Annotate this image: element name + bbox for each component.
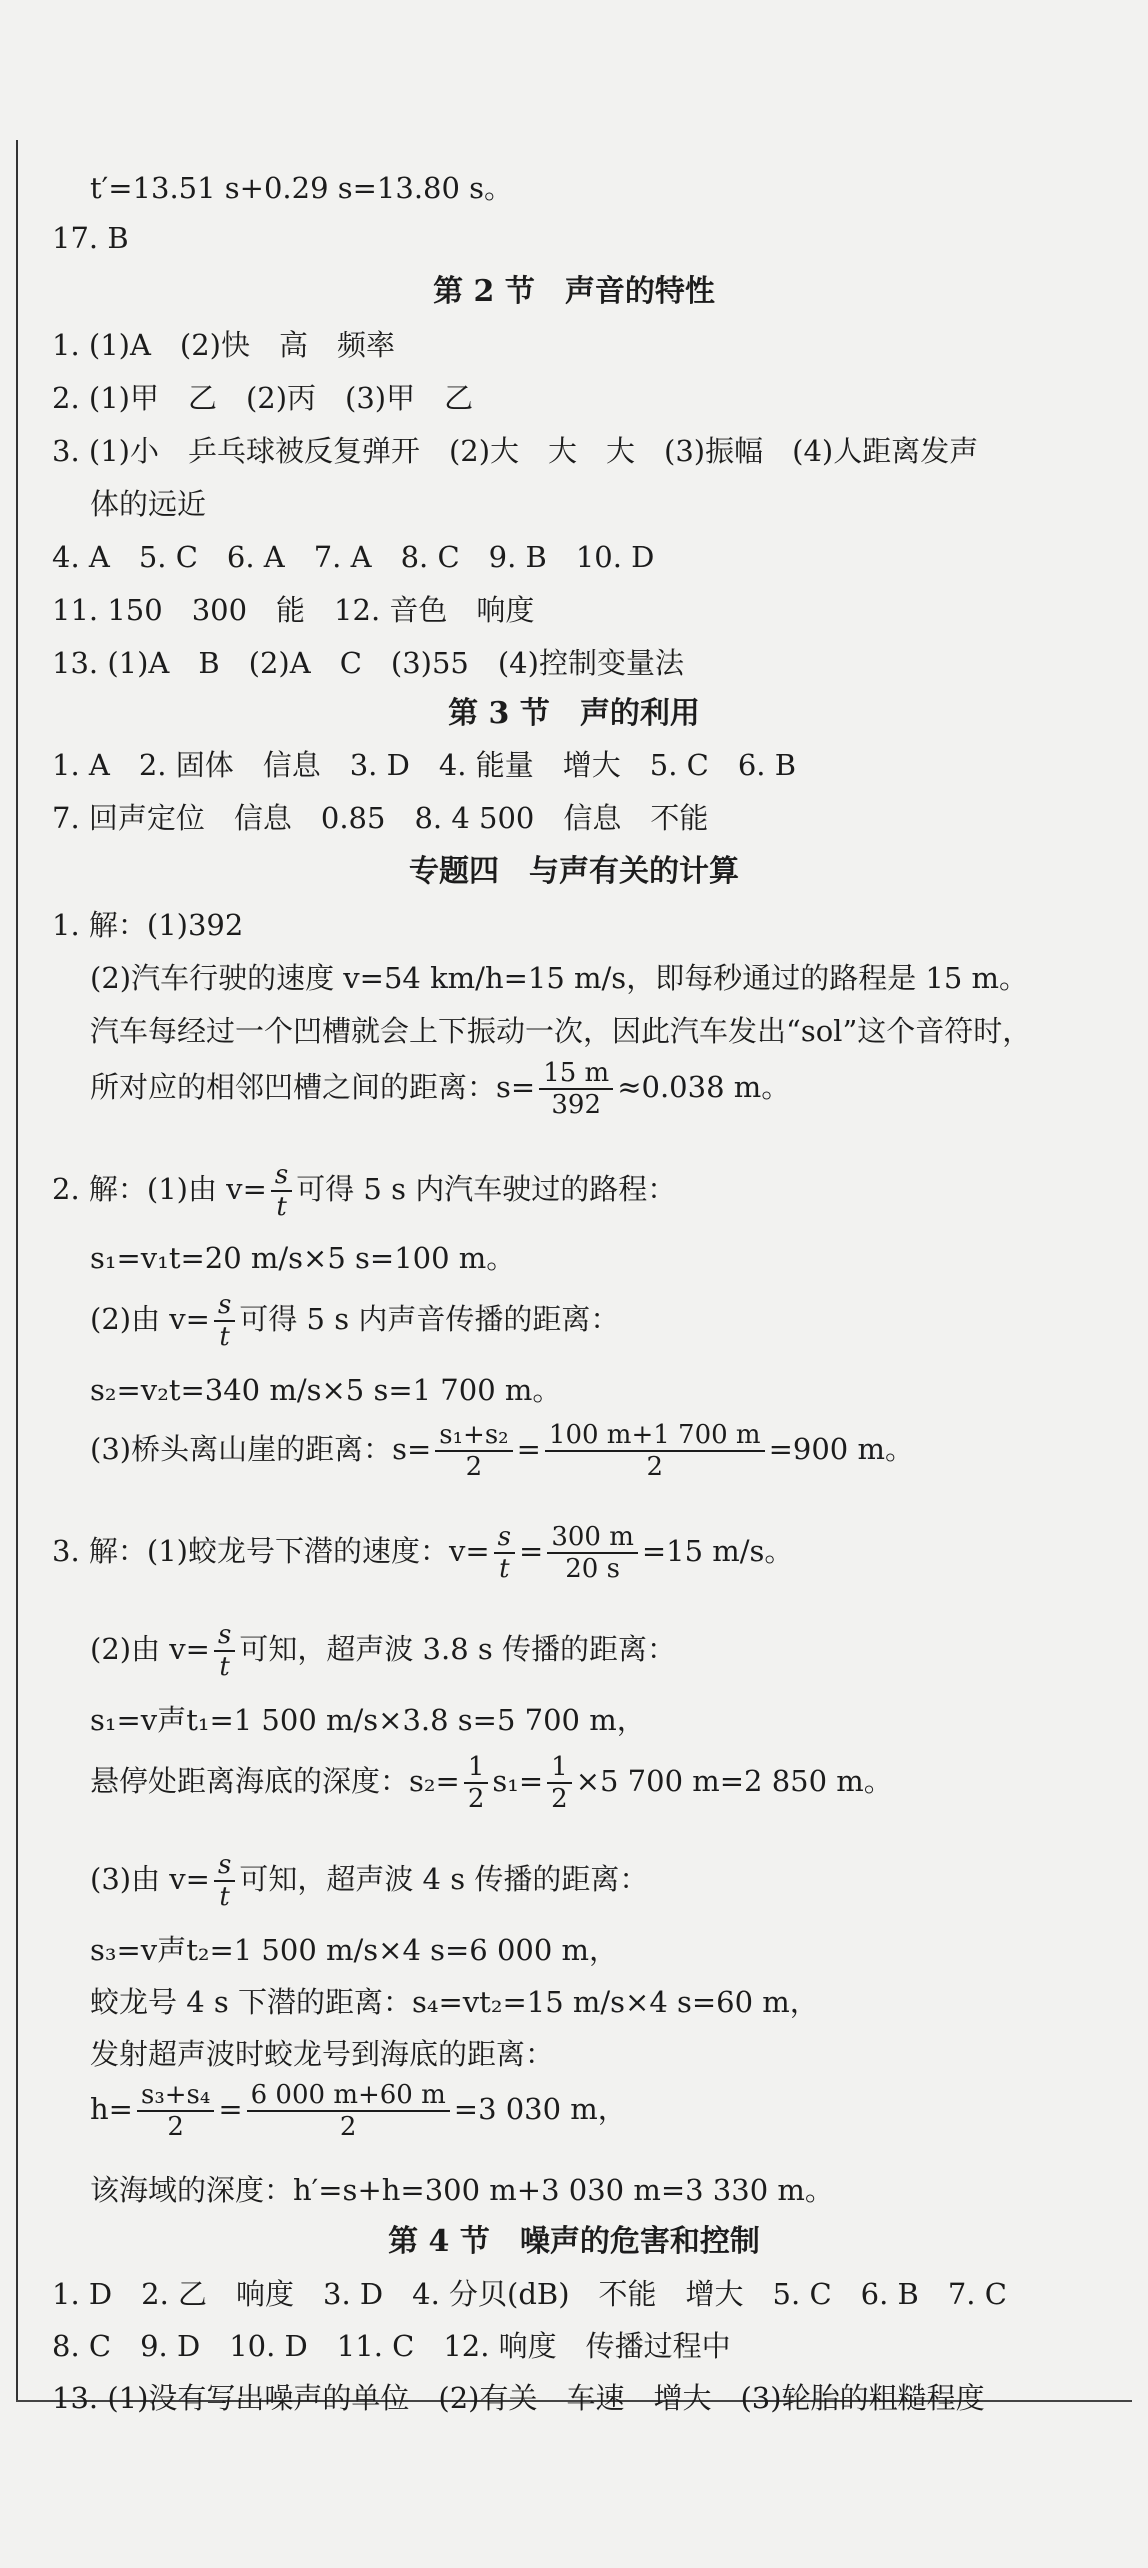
section-heading: 专题四 与声有关的计算 (409, 854, 739, 889)
answer-line: 11. 150 300 能 12. 音色 响度 (52, 593, 535, 627)
answer-line: 1. (1)A (2)快 高 频率 (52, 328, 395, 362)
answer-line: 2. (1)甲 乙 (2)丙 (3)甲 乙 (52, 381, 474, 415)
answer-line: s₂=v₂t=340 m/s×5 s=1 700 m。 (90, 1373, 562, 1407)
section-heading: 第 2 节 声音的特性 (433, 274, 715, 309)
formula-line: 悬停处距离海底的深度：s₂= $\frac{1}{2}$ s₁= $\frac{1}{2}$ ×5 700 m=2 850 m。 (90, 1752, 893, 1814)
answer-line: 3. (1)小 乒乓球被反复弹开 (2)大 大 大 (3)振幅 (4)人距离发声 (52, 434, 979, 468)
formula-line: (3)桥头离山崖的距离：s= $\frac{\text{s₁+s₂}}{2}$ = $\frac{100 m+1 700 m}{2}$ =900 m。 (90, 1420, 914, 1482)
answer-line: 13. (1)A B (2)A C (3)55 (4)控制变量法 (52, 646, 684, 680)
answer-line: 4. A 5. C 6. A 7. A 8. C 9. B 10. D (52, 540, 655, 574)
answer-line: s₃=v声t₂=1 500 m/s×4 s=6 000 m， (90, 1933, 619, 1967)
answer-line: 8. C 9. D 10. D 11. C 12. 响度 传播过程中 (52, 2329, 731, 2363)
fraction: $\frac{s}{t}$ (214, 1850, 235, 1912)
answer-line: 17. B (52, 221, 129, 255)
fraction: $\frac{s}{t}$ (271, 1160, 292, 1222)
formula-line: (2)由 v= $\frac{s}{t}$ 可知，超声波 3.8 s 传播的距离： (90, 1620, 676, 1682)
answer-line: 发射超声波时蛟龙号到海底的距离： (90, 2037, 555, 2071)
answer-line: 7. 回声定位 信息 0.85 8. 4 500 信息 不能 (52, 801, 709, 835)
section-heading: 第 4 节 噪声的危害和控制 (388, 2224, 760, 2259)
answer-line: 1. 解：(1)392 (52, 908, 244, 942)
answer-line: 蛟龙号 4 s 下潜的距离：s₄=vt₂=15 m/s×4 s=60 m， (90, 1985, 819, 2019)
fraction: $\frac{300 m}{20 s}$ (547, 1522, 638, 1584)
answer-line: t′=13.51 s+0.29 s=13.80 s。 (90, 171, 514, 205)
fraction: $\frac{s}{t}$ (214, 1290, 235, 1352)
answer-line: 1. A 2. 固体 信息 3. D 4. 能量 增大 5. C 6. B (52, 748, 797, 782)
answer-line: (2)汽车行驶的速度 v=54 km/h=15 m/s，即每秒通过的路程是 15 m。 (90, 961, 1029, 995)
fraction: $\frac{\text{s₁+s₂}}{2}$ (435, 1420, 512, 1482)
fraction: $\frac{s}{t}$ (494, 1522, 515, 1584)
formula-line: (3)由 v= $\frac{s}{t}$ 可知，超声波 4 s 传播的距离： (90, 1850, 649, 1912)
answer-line: 汽车每经过一个凹槽就会上下振动一次，因此汽车发出“sol”这个音符时， (90, 1014, 1032, 1048)
answer-line: 13. (1)没有写出噪声的单位 (2)有关 车速 增大 (3)轮胎的粗糙程度 (52, 2381, 985, 2415)
fraction: $\frac{s}{t}$ (214, 1620, 235, 1682)
section-heading: 第 3 节 声的利用 (448, 696, 700, 731)
answer-line: 该海域的深度：h′=s+h=300 m+3 030 m=3 330 m。 (90, 2173, 834, 2207)
fraction: $\frac{\text{s₃+s₄}}{2}$ (137, 2080, 214, 2142)
fraction: $\frac{1}{2}$ (464, 1752, 489, 1814)
fraction: $\frac{100 m+1 700 m}{2}$ (545, 1420, 765, 1482)
fraction: $\frac{15 m}{392}$ (539, 1058, 613, 1120)
formula-line: (2)由 v= $\frac{s}{t}$ 可得 5 s 内声音传播的距离： (90, 1290, 620, 1352)
formula-line: h= $\frac{\text{s₃+s₄}}{2}$ = $\frac{6 000 m+60 m}{2}$ =3 030 m， (90, 2080, 627, 2142)
left-margin-rule (16, 140, 18, 2400)
answer-line: s₁=v声t₁=1 500 m/s×3.8 s=5 700 m， (90, 1703, 646, 1737)
fraction: $\frac{1}{2}$ (547, 1752, 572, 1814)
formula-line: 2. 解：(1)由 v= $\frac{s}{t}$ 可得 5 s 内汽车驶过的路程： (52, 1160, 677, 1222)
answer-line: 1. D 2. 乙 响度 3. D 4. 分贝(dB) 不能 增大 5. C 6. B 7. C (52, 2277, 1007, 2311)
formula-line: 所对应的相邻凹槽之间的距离：s= $\frac{15 m}{392}$ ≈0.038 m。 (90, 1058, 791, 1120)
answer-line: 体的远近 (90, 487, 207, 521)
answer-line: s₁=v₁t=20 m/s×5 s=100 m。 (90, 1241, 516, 1275)
formula-line: 3. 解：(1)蛟龙号下潜的速度：v= $\frac{s}{t}$ = $\frac{300 m}{20 s}$ =15 m/s。 (52, 1522, 794, 1584)
fraction: $\frac{6 000 m+60 m}{2}$ (247, 2080, 450, 2142)
